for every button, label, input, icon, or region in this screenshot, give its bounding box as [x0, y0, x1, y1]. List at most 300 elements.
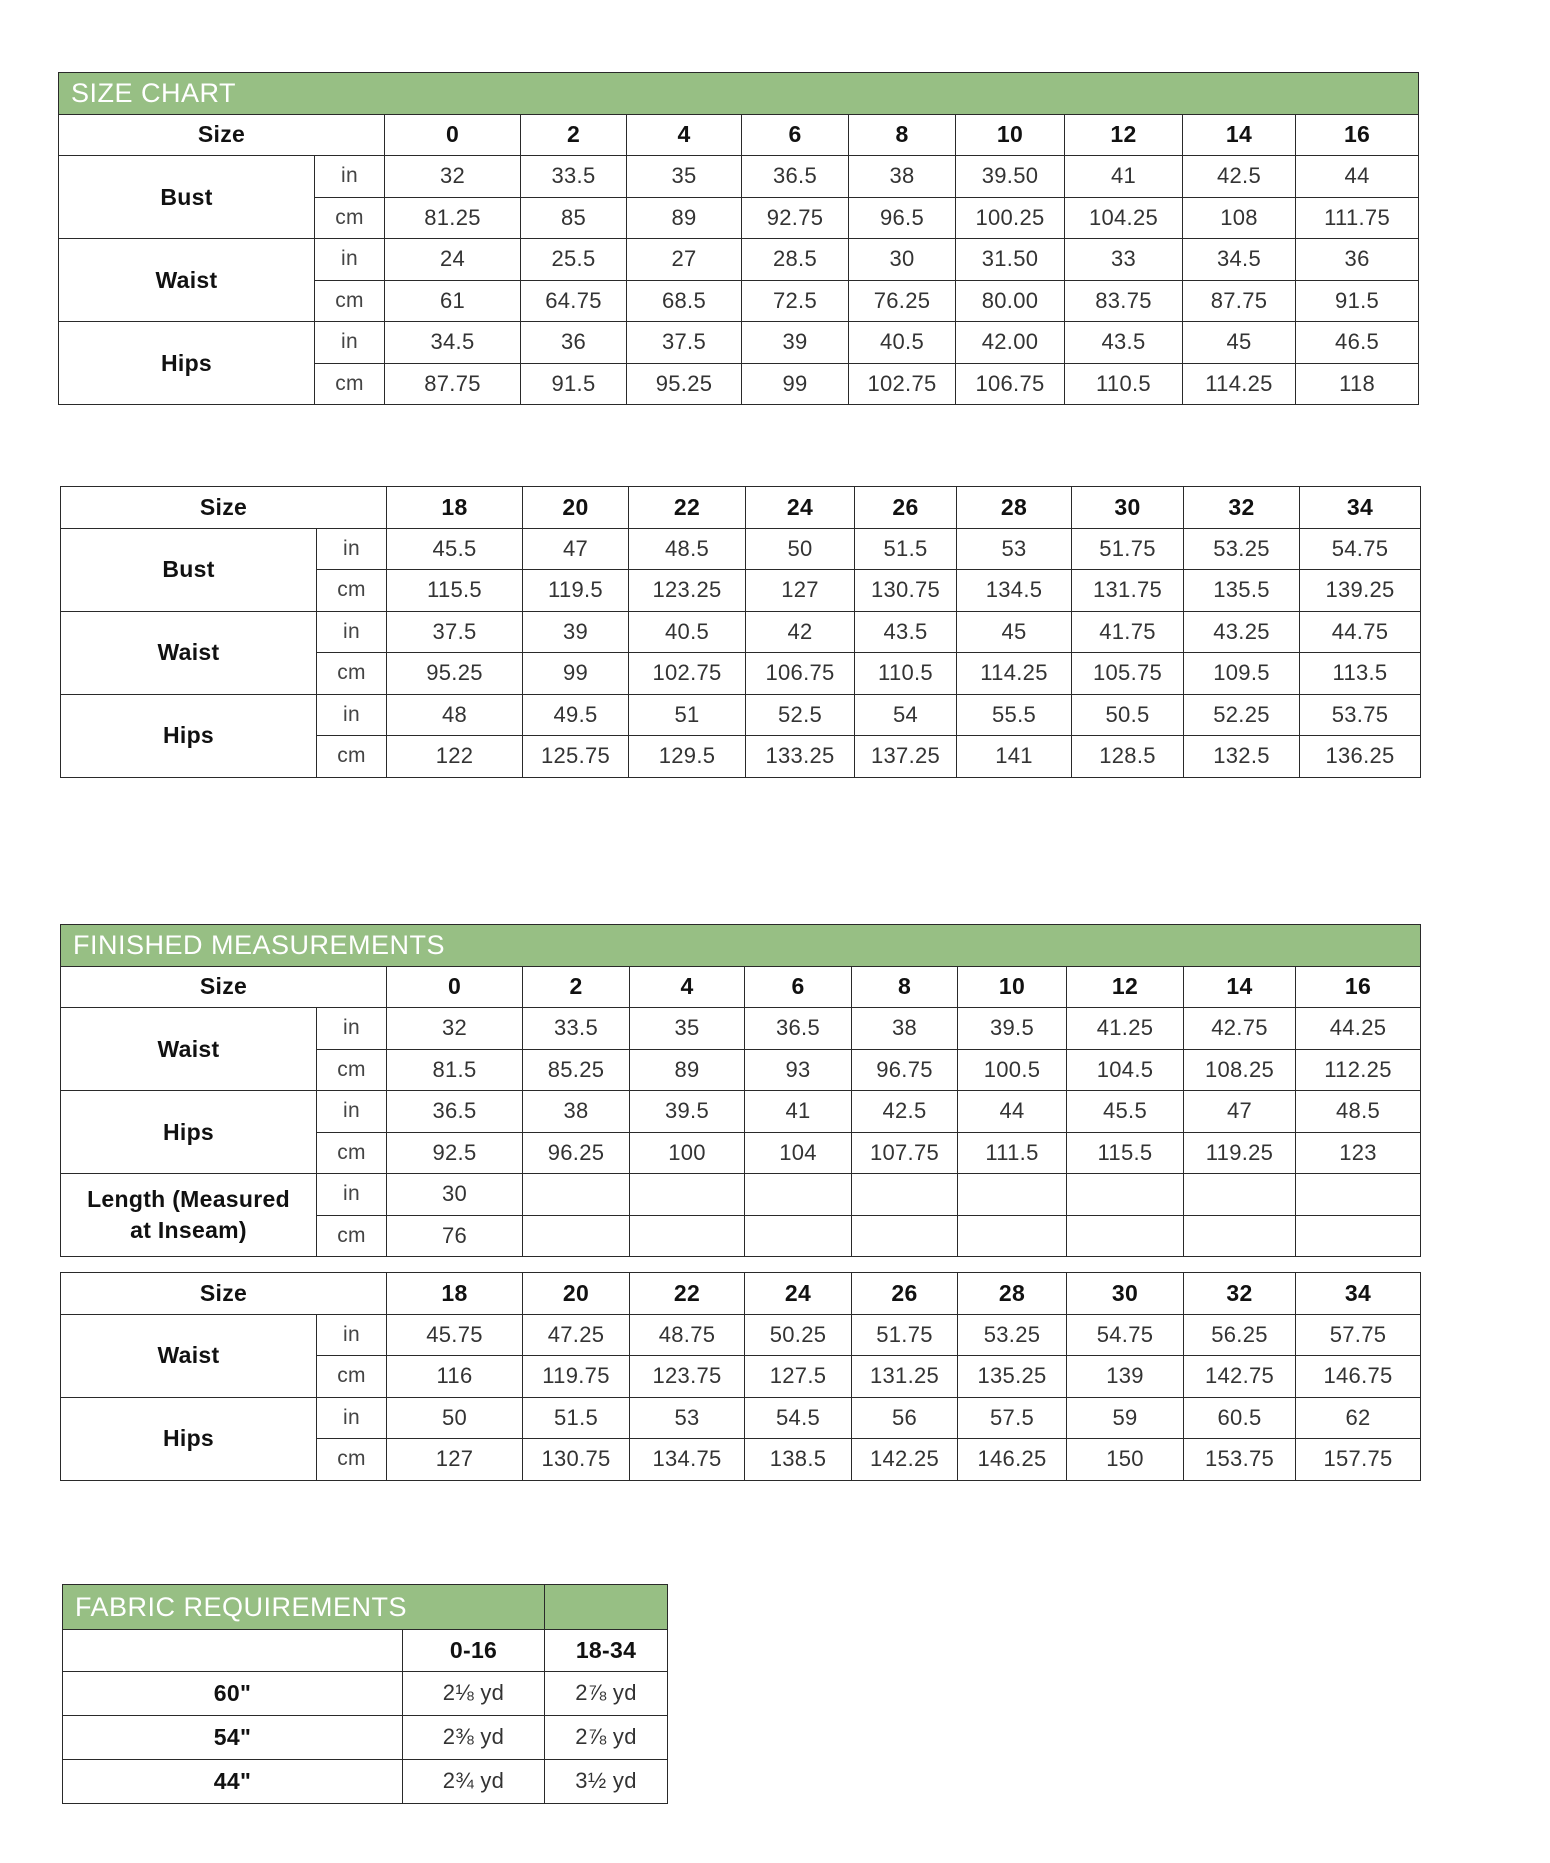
- measurement-value: 36: [521, 322, 627, 364]
- unit-label: in: [315, 239, 385, 281]
- measurement-value: 95.25: [627, 363, 742, 405]
- measurement-value: 47: [523, 528, 629, 570]
- measurement-value: 36: [1296, 239, 1419, 281]
- size-chart-table-1: [58, 72, 1419, 405]
- measurement-value: 45.5: [1067, 1091, 1184, 1133]
- fabric-width-label: 60": [63, 1671, 403, 1715]
- measurement-value: 104.25: [1065, 197, 1183, 239]
- measurement-value: 27: [627, 239, 742, 281]
- fabric-title-spacer: [545, 1585, 668, 1630]
- measurement-value: 42.00: [956, 322, 1065, 364]
- measurement-value: 60.5: [1184, 1397, 1296, 1439]
- measurement-label: Waist: [61, 611, 317, 694]
- size-header: 14: [1183, 114, 1296, 156]
- measurement-value: 99: [742, 363, 849, 405]
- measurement-value: 81.25: [385, 197, 521, 239]
- size-header: 34: [1300, 487, 1421, 529]
- measurement-value: 100: [630, 1132, 745, 1174]
- fabric-yardage-value: 2⅞ yd: [545, 1671, 668, 1715]
- measurement-value: 146.75: [1296, 1356, 1421, 1398]
- measurement-value: 95.25: [387, 653, 523, 695]
- table-row: [61, 694, 1421, 736]
- finished-measurements-table-2: [60, 1272, 1421, 1481]
- measurement-value: 127: [746, 570, 855, 612]
- measurement-value: 39: [523, 611, 629, 653]
- measurement-value: 44: [958, 1091, 1067, 1133]
- measurement-value: 106.75: [746, 653, 855, 695]
- measurement-value: 135.5: [1184, 570, 1300, 612]
- measurement-value: 32: [385, 156, 521, 198]
- measurement-value: 48: [387, 694, 523, 736]
- fabric-column-header: 18-34: [545, 1630, 668, 1672]
- measurement-value: 39: [742, 322, 849, 364]
- size-header: 10: [958, 966, 1067, 1008]
- measurement-value: 102.75: [849, 363, 956, 405]
- measurement-value: 112.25: [1296, 1049, 1421, 1091]
- measurement-value: 119.75: [523, 1356, 630, 1398]
- measurement-value: 47.25: [523, 1314, 630, 1356]
- measurement-value: 53: [630, 1397, 745, 1439]
- measurement-value: 113.5: [1300, 653, 1421, 695]
- fabric-yardage-value: 2⅜ yd: [403, 1715, 545, 1759]
- measurement-value: 39.5: [958, 1008, 1067, 1050]
- size-label: Size: [61, 966, 387, 1008]
- measurement-value: 122: [387, 736, 523, 778]
- unit-label: in: [315, 322, 385, 364]
- size-header: 12: [1067, 966, 1184, 1008]
- measurement-value: 54.75: [1300, 528, 1421, 570]
- measurement-value: 33: [1065, 239, 1183, 281]
- measurement-value: 56: [852, 1397, 958, 1439]
- measurement-value: 38: [523, 1091, 630, 1133]
- size-header: 22: [629, 487, 746, 529]
- measurement-value: 150: [1067, 1439, 1184, 1481]
- measurement-value: 57.5: [958, 1397, 1067, 1439]
- fabric-yardage-value: 2⅞ yd: [545, 1715, 668, 1759]
- size-header: 20: [523, 1273, 630, 1315]
- size-header: 0: [385, 114, 521, 156]
- measurement-value: 91.5: [521, 363, 627, 405]
- measurement-label: Hips: [61, 1091, 317, 1174]
- table-row: [63, 1671, 668, 1715]
- measurement-label: Bust: [59, 156, 315, 239]
- measurement-value: 115.5: [1067, 1132, 1184, 1174]
- measurement-value: 76: [387, 1215, 523, 1257]
- size-header: 18: [387, 1273, 523, 1315]
- unit-label: in: [317, 694, 387, 736]
- measurement-value: 116: [387, 1356, 523, 1398]
- measurement-value: 50: [746, 528, 855, 570]
- measurement-value: 57.75: [1296, 1314, 1421, 1356]
- measurement-value: 92.75: [742, 197, 849, 239]
- empty-cell: [1067, 1215, 1184, 1257]
- size-label: Size: [61, 487, 387, 529]
- measurement-value: 81.5: [387, 1049, 523, 1091]
- empty-cell: [958, 1174, 1067, 1216]
- measurement-value: 52.25: [1184, 694, 1300, 736]
- measurement-value: 61: [385, 280, 521, 322]
- measurement-value: 99: [523, 653, 629, 695]
- measurement-value: 68.5: [627, 280, 742, 322]
- measurement-value: 127.5: [745, 1356, 852, 1398]
- size-header-row: [59, 114, 1419, 156]
- measurement-value: 36.5: [742, 156, 849, 198]
- size-header: 12: [1065, 114, 1183, 156]
- size-header: 24: [745, 1273, 852, 1315]
- measurement-value: 119.5: [523, 570, 629, 612]
- empty-cell: [1296, 1174, 1421, 1216]
- finished-measurements-section-2: [60, 1272, 1420, 1481]
- empty-cell: [1067, 1174, 1184, 1216]
- empty-cell: [745, 1215, 852, 1257]
- measurement-value: 48.5: [1296, 1091, 1421, 1133]
- measurement-value: 34.5: [1183, 239, 1296, 281]
- measurement-value: 138.5: [745, 1439, 852, 1481]
- measurement-value: 111.75: [1296, 197, 1419, 239]
- measurement-value: 96.5: [849, 197, 956, 239]
- measurement-value: 45: [1183, 322, 1296, 364]
- empty-cell: [630, 1215, 745, 1257]
- measurement-value: 146.25: [958, 1439, 1067, 1481]
- measurement-value: 104.5: [1067, 1049, 1184, 1091]
- measurement-value: 139: [1067, 1356, 1184, 1398]
- measurement-value: 89: [627, 197, 742, 239]
- measurement-value: 107.75: [852, 1132, 958, 1174]
- measurement-value: 108.25: [1184, 1049, 1296, 1091]
- measurement-value: 64.75: [521, 280, 627, 322]
- unit-label: cm: [317, 1439, 387, 1481]
- measurement-value: 45: [957, 611, 1072, 653]
- measurement-value: 131.25: [852, 1356, 958, 1398]
- measurement-value: 96.25: [523, 1132, 630, 1174]
- measurement-label: Hips: [61, 1397, 317, 1480]
- unit-label: in: [317, 1174, 387, 1216]
- measurement-value: 42: [746, 611, 855, 653]
- measurement-value: 72.5: [742, 280, 849, 322]
- measurement-value: 28.5: [742, 239, 849, 281]
- measurement-value: 39.50: [956, 156, 1065, 198]
- measurement-value: 44.75: [1300, 611, 1421, 653]
- measurement-value: 134.75: [630, 1439, 745, 1481]
- fabric-requirements-title: FABRIC REQUIREMENTS: [63, 1585, 545, 1630]
- measurement-value: 40.5: [849, 322, 956, 364]
- measurement-value: 106.75: [956, 363, 1065, 405]
- measurement-value: 41: [1065, 156, 1183, 198]
- table-row: [61, 1091, 1421, 1133]
- empty-cell: [630, 1174, 745, 1216]
- measurement-value: 50.25: [745, 1314, 852, 1356]
- empty-cell: [958, 1215, 1067, 1257]
- size-header: 30: [1072, 487, 1184, 529]
- size-header: 16: [1296, 114, 1419, 156]
- measurement-value: 133.25: [746, 736, 855, 778]
- unit-label: cm: [317, 1215, 387, 1257]
- measurement-value: 36.5: [387, 1091, 523, 1133]
- measurement-value: 42.5: [852, 1091, 958, 1133]
- size-header: 8: [852, 966, 958, 1008]
- measurement-value: 115.5: [387, 570, 523, 612]
- measurement-value: 93: [745, 1049, 852, 1091]
- table-row: [61, 611, 1421, 653]
- measurement-value: 100.25: [956, 197, 1065, 239]
- measurement-value: 128.5: [1072, 736, 1184, 778]
- measurement-value: 135.25: [958, 1356, 1067, 1398]
- size-header: 8: [849, 114, 956, 156]
- empty-cell: [852, 1174, 958, 1216]
- measurement-label: Waist: [61, 1008, 317, 1091]
- fabric-yardage-value: 2⅛ yd: [403, 1671, 545, 1715]
- unit-label: cm: [317, 1356, 387, 1398]
- measurement-value: 51.75: [852, 1314, 958, 1356]
- measurement-value: 44.25: [1296, 1008, 1421, 1050]
- fabric-header-blank: [63, 1630, 403, 1672]
- measurement-label: Hips: [59, 322, 315, 405]
- empty-cell: [745, 1174, 852, 1216]
- measurement-value: 49.5: [523, 694, 629, 736]
- measurement-value: 37.5: [627, 322, 742, 364]
- measurement-value: 80.00: [956, 280, 1065, 322]
- measurement-value: 37.5: [387, 611, 523, 653]
- finished-measurements-title: FINISHED MEASUREMENTS: [61, 925, 1421, 967]
- measurement-value: 89: [630, 1049, 745, 1091]
- measurement-value: 110.5: [855, 653, 957, 695]
- measurement-value: 123: [1296, 1132, 1421, 1174]
- measurement-value: 54.5: [745, 1397, 852, 1439]
- measurement-value: 87.75: [385, 363, 521, 405]
- measurement-value: 100.5: [958, 1049, 1067, 1091]
- measurement-value: 45.5: [387, 528, 523, 570]
- measurement-value: 141: [957, 736, 1072, 778]
- size-header: 28: [957, 487, 1072, 529]
- measurement-value: 35: [627, 156, 742, 198]
- measurement-value: 105.75: [1072, 653, 1184, 695]
- measurement-value: 134.5: [957, 570, 1072, 612]
- measurement-value: 123.25: [629, 570, 746, 612]
- measurement-value: 109.5: [1184, 653, 1300, 695]
- fabric-requirements-table: [62, 1584, 668, 1804]
- measurement-value: 36.5: [745, 1008, 852, 1050]
- measurement-value: 53.75: [1300, 694, 1421, 736]
- measurement-label: Waist: [59, 239, 315, 322]
- size-label: Size: [59, 114, 385, 156]
- unit-label: cm: [315, 280, 385, 322]
- fabric-width-label: 54": [63, 1715, 403, 1759]
- size-header: 28: [958, 1273, 1067, 1315]
- measurement-label: Hips: [61, 694, 317, 777]
- fabric-yardage-value: 3½ yd: [545, 1759, 668, 1803]
- size-header: 4: [627, 114, 742, 156]
- empty-cell: [523, 1174, 630, 1216]
- measurement-value: 92.5: [387, 1132, 523, 1174]
- measurement-value: 38: [852, 1008, 958, 1050]
- measurement-value: 51.75: [1072, 528, 1184, 570]
- measurement-value: 51.5: [855, 528, 957, 570]
- empty-cell: [523, 1215, 630, 1257]
- unit-label: in: [317, 611, 387, 653]
- table-row: [61, 1314, 1421, 1356]
- measurement-value: 110.5: [1065, 363, 1183, 405]
- measurement-value: 35: [630, 1008, 745, 1050]
- measurement-value: 24: [385, 239, 521, 281]
- size-header: 30: [1067, 1273, 1184, 1315]
- measurement-value: 42.75: [1184, 1008, 1296, 1050]
- measurement-value: 87.75: [1183, 280, 1296, 322]
- length-label: [61, 1174, 317, 1257]
- measurement-value: 52.5: [746, 694, 855, 736]
- unit-label: cm: [317, 736, 387, 778]
- size-header: 16: [1296, 966, 1421, 1008]
- measurement-value: 125.75: [523, 736, 629, 778]
- unit-label: cm: [317, 653, 387, 695]
- measurement-value: 96.75: [852, 1049, 958, 1091]
- measurement-value: 157.75: [1296, 1439, 1421, 1481]
- measurement-label: Waist: [61, 1314, 317, 1397]
- measurement-value: 51: [629, 694, 746, 736]
- size-header-row: [61, 487, 1421, 529]
- table-row: [59, 239, 1419, 281]
- measurement-value: 59: [1067, 1397, 1184, 1439]
- measurement-value: 33.5: [521, 156, 627, 198]
- length-label-line-1: Length (Measured: [87, 1186, 290, 1212]
- size-chart-title: SIZE CHART: [59, 73, 1419, 115]
- measurement-value: 40.5: [629, 611, 746, 653]
- size-header: 2: [523, 966, 630, 1008]
- unit-label: cm: [315, 363, 385, 405]
- measurement-value: 47: [1184, 1091, 1296, 1133]
- measurement-value: 153.75: [1184, 1439, 1296, 1481]
- table-row: [61, 1174, 1421, 1216]
- measurement-value: 102.75: [629, 653, 746, 695]
- size-header: 14: [1184, 966, 1296, 1008]
- table-row: [61, 528, 1421, 570]
- measurement-value: 142.25: [852, 1439, 958, 1481]
- finished-measurements-table-1: [60, 924, 1421, 1257]
- measurement-value: 56.25: [1184, 1314, 1296, 1356]
- measurement-value: 85: [521, 197, 627, 239]
- measurement-value: 131.75: [1072, 570, 1184, 612]
- empty-cell: [852, 1215, 958, 1257]
- measurement-value: 53.25: [1184, 528, 1300, 570]
- measurement-value: 130.75: [855, 570, 957, 612]
- table-row: [63, 1715, 668, 1759]
- size-header-row: [61, 1273, 1421, 1315]
- fabric-requirements-section: [62, 1584, 667, 1804]
- measurement-value: 38: [849, 156, 956, 198]
- measurement-value: 119.25: [1184, 1132, 1296, 1174]
- unit-label: in: [317, 528, 387, 570]
- unit-label: in: [317, 1397, 387, 1439]
- size-header: 22: [630, 1273, 745, 1315]
- measurement-value: 34.5: [385, 322, 521, 364]
- fabric-column-header: 0-16: [403, 1630, 545, 1672]
- size-header: 20: [523, 487, 629, 529]
- measurement-value: 114.25: [957, 653, 1072, 695]
- unit-label: in: [315, 156, 385, 198]
- measurement-value: 43.25: [1184, 611, 1300, 653]
- size-header-row: [61, 966, 1421, 1008]
- table-row: [61, 1397, 1421, 1439]
- measurement-value: 43.5: [1065, 322, 1183, 364]
- measurement-value: 31.50: [956, 239, 1065, 281]
- size-header: 18: [387, 487, 523, 529]
- measurement-value: 54.75: [1067, 1314, 1184, 1356]
- size-header: 0: [387, 966, 523, 1008]
- size-header: 6: [745, 966, 852, 1008]
- measurement-value: 43.5: [855, 611, 957, 653]
- measurement-value: 54: [855, 694, 957, 736]
- size-header: 4: [630, 966, 745, 1008]
- measurement-value: 108: [1183, 197, 1296, 239]
- empty-cell: [1296, 1215, 1421, 1257]
- measurement-value: 50: [387, 1397, 523, 1439]
- unit-label: cm: [317, 1049, 387, 1091]
- measurement-value: 53: [957, 528, 1072, 570]
- size-header: 32: [1184, 1273, 1296, 1315]
- unit-label: cm: [317, 570, 387, 612]
- measurement-value: 39.5: [630, 1091, 745, 1133]
- measurement-value: 41: [745, 1091, 852, 1133]
- measurement-value: 118: [1296, 363, 1419, 405]
- measurement-value: 130.75: [523, 1439, 630, 1481]
- measurement-value: 129.5: [629, 736, 746, 778]
- measurement-value: 85.25: [523, 1049, 630, 1091]
- finished-measurements-section: [60, 924, 1420, 1257]
- empty-cell: [1184, 1215, 1296, 1257]
- size-header: 32: [1184, 487, 1300, 529]
- measurement-label: Bust: [61, 528, 317, 611]
- measurement-value: 83.75: [1065, 280, 1183, 322]
- measurement-value: 48.5: [629, 528, 746, 570]
- measurement-value: 33.5: [523, 1008, 630, 1050]
- measurement-value: 53.25: [958, 1314, 1067, 1356]
- measurement-value: 127: [387, 1439, 523, 1481]
- measurement-value: 76.25: [849, 280, 956, 322]
- measurement-value: 25.5: [521, 239, 627, 281]
- length-label-line-2: at Inseam): [130, 1217, 247, 1243]
- measurement-value: 41.75: [1072, 611, 1184, 653]
- size-header: 6: [742, 114, 849, 156]
- size-chart-table-2: [60, 486, 1421, 778]
- size-header: 24: [746, 487, 855, 529]
- unit-label: cm: [315, 197, 385, 239]
- measurement-value: 30: [387, 1174, 523, 1216]
- measurement-value: 139.25: [1300, 570, 1421, 612]
- measurement-value: 30: [849, 239, 956, 281]
- fabric-yardage-value: 2¾ yd: [403, 1759, 545, 1803]
- size-header: 26: [855, 487, 957, 529]
- measurement-value: 32: [387, 1008, 523, 1050]
- measurement-value: 123.75: [630, 1356, 745, 1398]
- measurement-value: 142.75: [1184, 1356, 1296, 1398]
- measurement-value: 45.75: [387, 1314, 523, 1356]
- measurement-value: 55.5: [957, 694, 1072, 736]
- measurement-value: 114.25: [1183, 363, 1296, 405]
- measurement-value: 62: [1296, 1397, 1421, 1439]
- size-header: 2: [521, 114, 627, 156]
- measurement-value: 50.5: [1072, 694, 1184, 736]
- unit-label: in: [317, 1008, 387, 1050]
- unit-label: in: [317, 1314, 387, 1356]
- fabric-width-label: 44": [63, 1759, 403, 1803]
- fabric-header-row: [63, 1630, 668, 1672]
- measurement-value: 42.5: [1183, 156, 1296, 198]
- unit-label: in: [317, 1091, 387, 1133]
- empty-cell: [1184, 1174, 1296, 1216]
- measurement-value: 44: [1296, 156, 1419, 198]
- measurement-value: 111.5: [958, 1132, 1067, 1174]
- measurement-value: 91.5: [1296, 280, 1419, 322]
- size-chart-section: [58, 72, 1418, 405]
